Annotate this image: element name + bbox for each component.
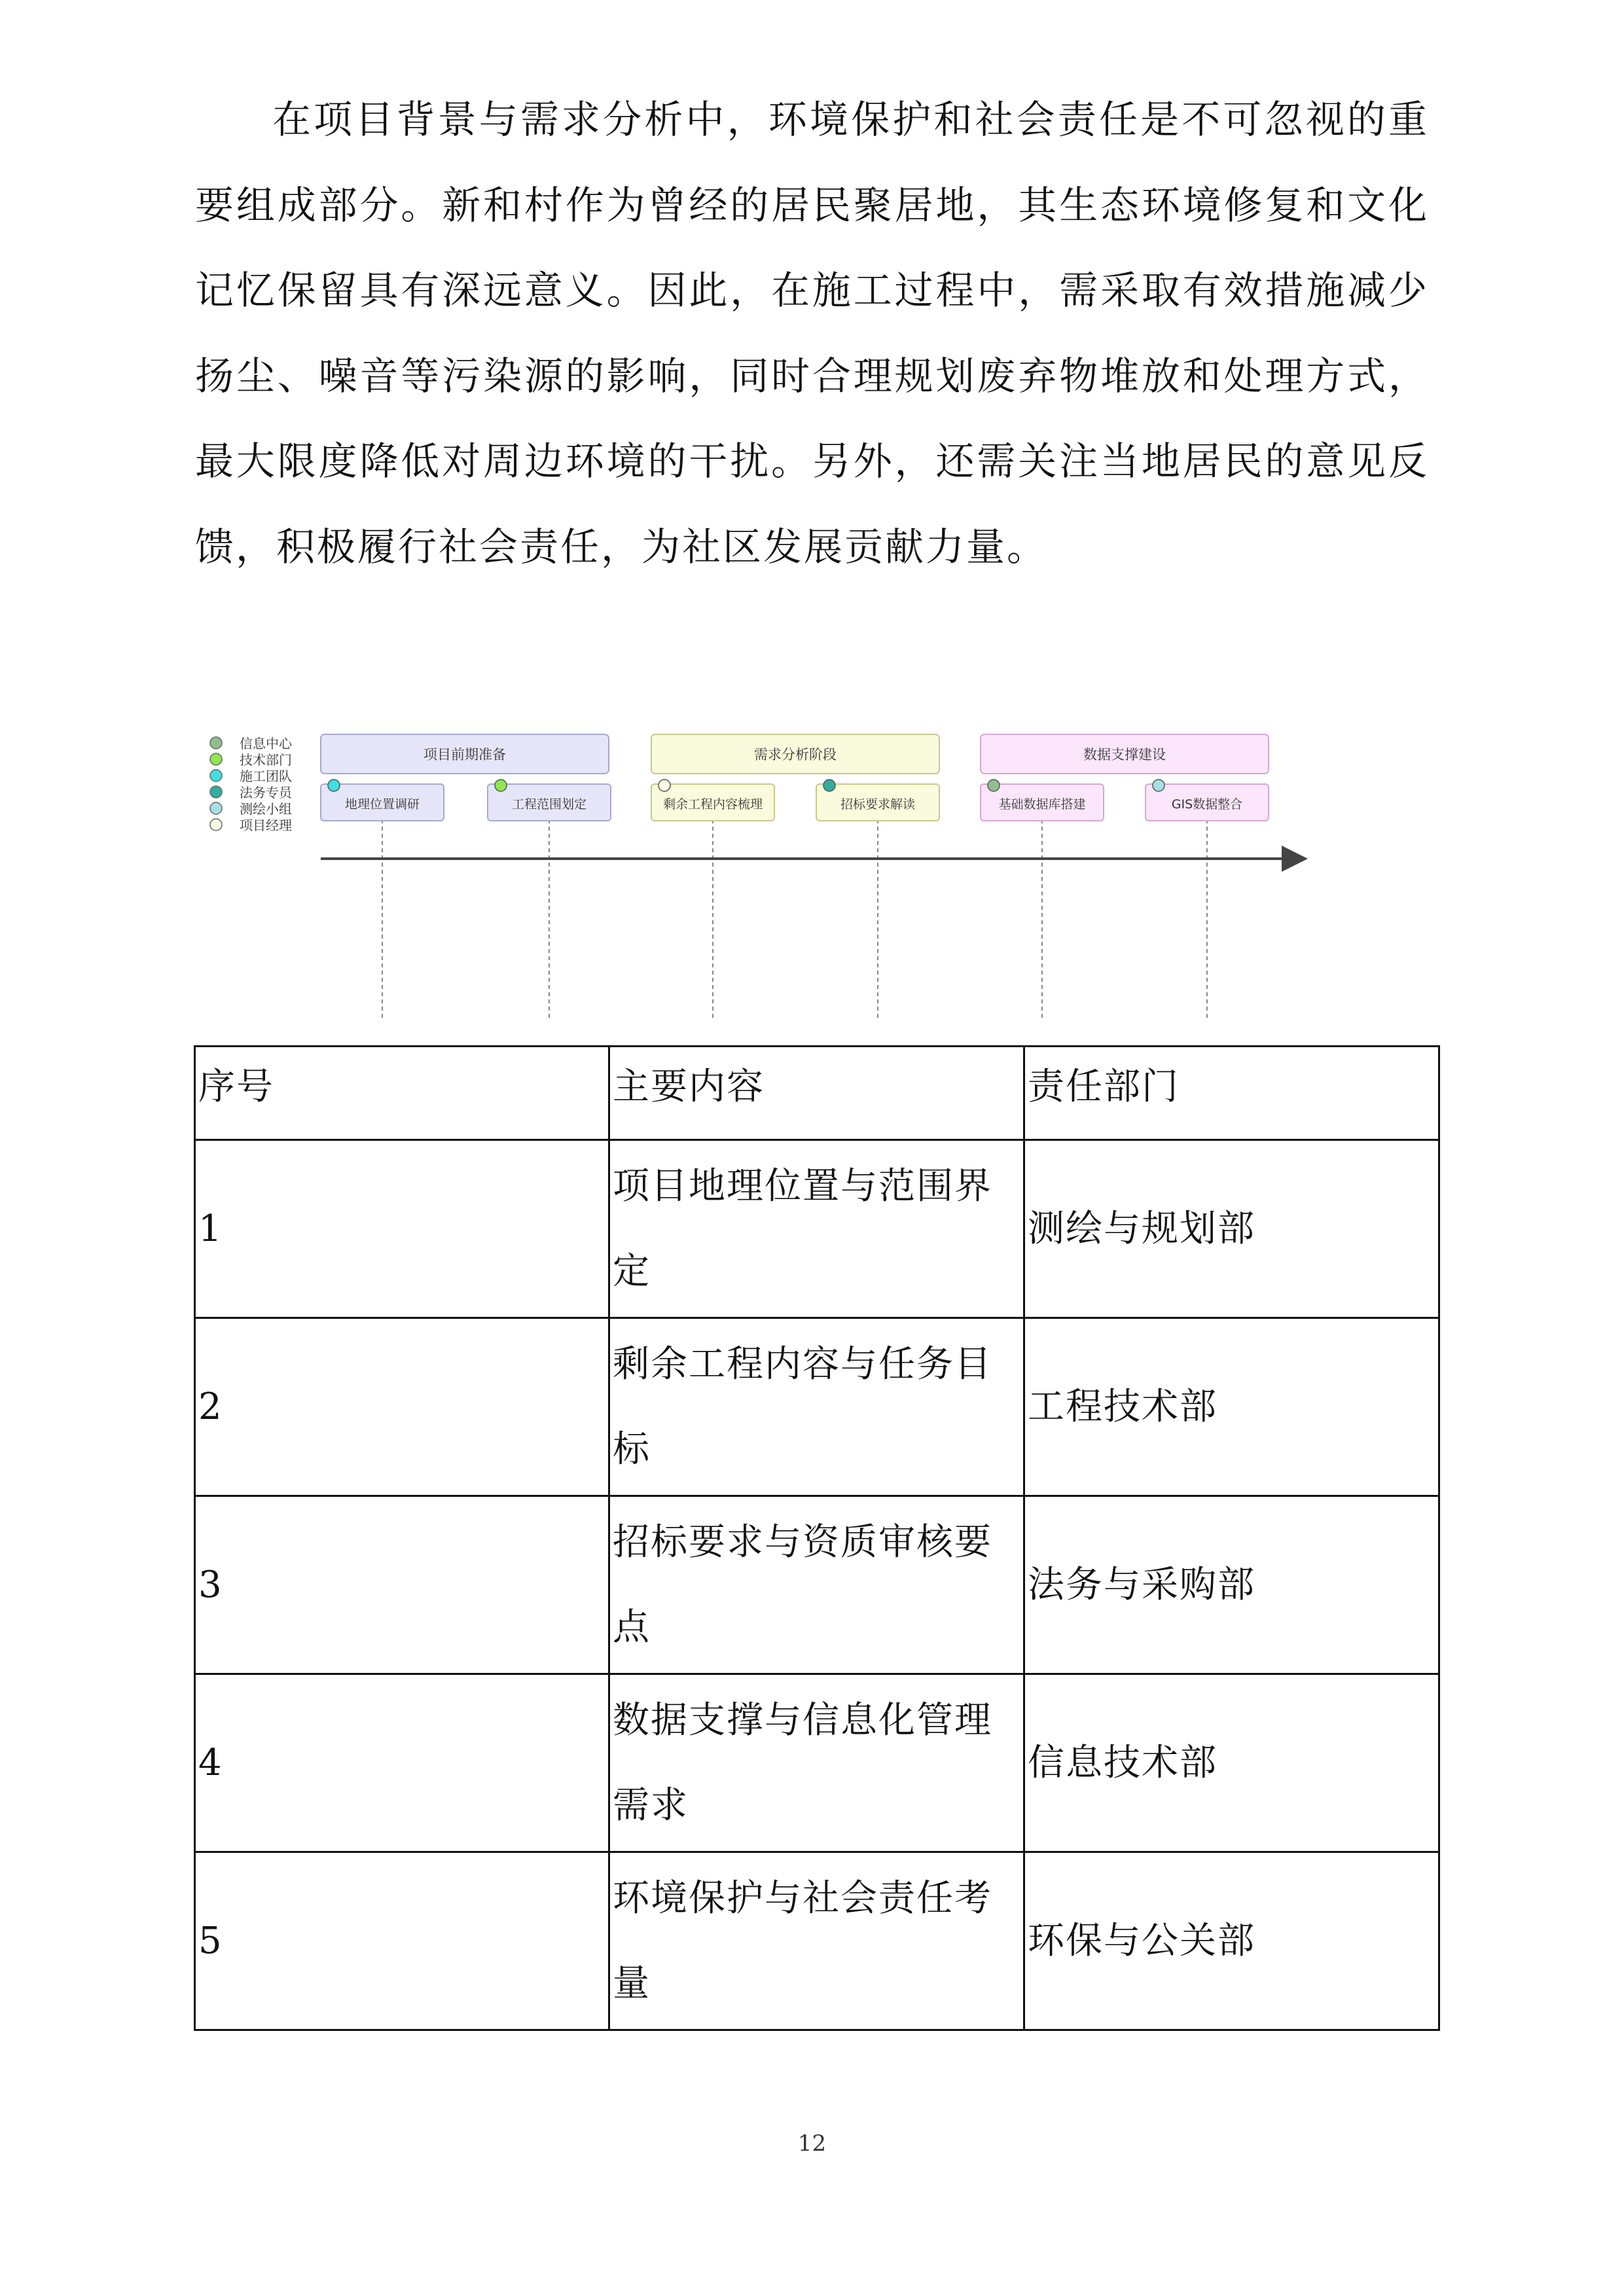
cell-content-line1: 项目地理位置与范围界 — [613, 1164, 992, 1208]
table-row — [195, 1318, 1439, 1496]
cell-dept: 信息技术部 — [1024, 1674, 1439, 1852]
cell-content-line2: 定 — [613, 1249, 651, 1293]
timeline-diagram — [0, 713, 1624, 1028]
header-dept: 责任部门 — [1024, 1047, 1439, 1140]
legend-dot — [210, 770, 222, 781]
cell-content-line2: 点 — [613, 1605, 651, 1649]
header-no: 序号 — [195, 1047, 609, 1140]
cell-dept: 测绘与规划部 — [1024, 1140, 1439, 1318]
legend-dot — [210, 753, 222, 765]
task-label: 剩余工程内容梳理 — [662, 797, 763, 812]
intro-paragraph: 在项目背景与需求分析中，环境保护和社会责任是不可忽视的重要组成部分。新和村作为曾经的居民聚居地，其生态环境修复和文化记忆保留具有深远意义。因此，在施工过程中，需采取有效措施减少扬尘、噪音等污染源的影响，同时合理规划废弃物堆放和处理方式，最大限度降低对周边环境的干扰。另外，还需关注当地居民的意见反馈，积极履行社会责任，为社区发展贡献力量。 — [195, 97, 1429, 569]
responsibility-table — [194, 1045, 1440, 2031]
cell-content — [609, 1852, 1024, 2030]
task-label: 基础数据库搭建 — [998, 797, 1086, 812]
cell-no: 4 — [195, 1674, 609, 1852]
task-dot — [823, 780, 835, 791]
legend-label: 施工团队 — [240, 768, 292, 784]
table-row — [195, 1496, 1439, 1674]
cell-no: 5 — [195, 1852, 609, 2030]
cell-content-line1: 环境保护与社会责任考 — [613, 1876, 992, 1920]
cell-content-line1: 剩余工程内容与任务目 — [613, 1342, 992, 1386]
page-number: 12 — [797, 2130, 827, 2157]
task-label: 工程范围划定 — [511, 797, 587, 812]
cell-content — [609, 1674, 1024, 1852]
legend-label: 项目经理 — [240, 817, 292, 833]
cell-content-line2: 需求 — [613, 1784, 689, 1827]
cell-content — [609, 1140, 1024, 1318]
task-dot — [328, 780, 340, 791]
cell-dept: 法务与采购部 — [1024, 1496, 1439, 1674]
task-label: GIS数据整合 — [1171, 797, 1243, 812]
cell-dept: 工程技术部 — [1024, 1318, 1439, 1496]
header-content: 主要内容 — [609, 1047, 1024, 1140]
task-label: 招标要求解读 — [840, 797, 916, 812]
cell-no: 3 — [195, 1496, 609, 1674]
cell-content-line2: 量 — [613, 1962, 651, 2005]
legend-label: 法务专员 — [240, 785, 292, 800]
cell-no: 2 — [195, 1318, 609, 1496]
phase-label: 数据支撑建设 — [1083, 747, 1166, 762]
legend-dot — [210, 786, 222, 798]
cell-content — [609, 1318, 1024, 1496]
table-row — [195, 1140, 1439, 1318]
table-row — [195, 1852, 1439, 2030]
legend-label: 技术部门 — [240, 752, 292, 768]
legend-dot — [210, 737, 222, 749]
task-dot — [495, 780, 507, 791]
phase-label: 项目前期准备 — [424, 747, 506, 762]
task-label: 地理位置调研 — [344, 797, 420, 812]
cell-no: 1 — [195, 1140, 609, 1318]
legend-label: 信息中心 — [240, 736, 292, 751]
task-dot — [659, 780, 670, 791]
cell-dept: 环保与公关部 — [1024, 1852, 1439, 2030]
task-dot — [988, 780, 1000, 791]
cell-content-line1: 数据支撑与信息化管理 — [613, 1698, 992, 1742]
table-row — [195, 1674, 1439, 1852]
cell-content-line1: 招标要求与资质审核要 — [613, 1520, 992, 1564]
table-header-row — [195, 1047, 1439, 1140]
phase-label: 需求分析阶段 — [754, 747, 837, 762]
legend-dot — [210, 819, 222, 831]
legend-dot — [210, 802, 222, 814]
legend-label: 测绘小组 — [240, 801, 292, 817]
cell-content — [609, 1496, 1024, 1674]
cell-content-line2: 标 — [613, 1427, 651, 1471]
task-dot — [1153, 780, 1164, 791]
